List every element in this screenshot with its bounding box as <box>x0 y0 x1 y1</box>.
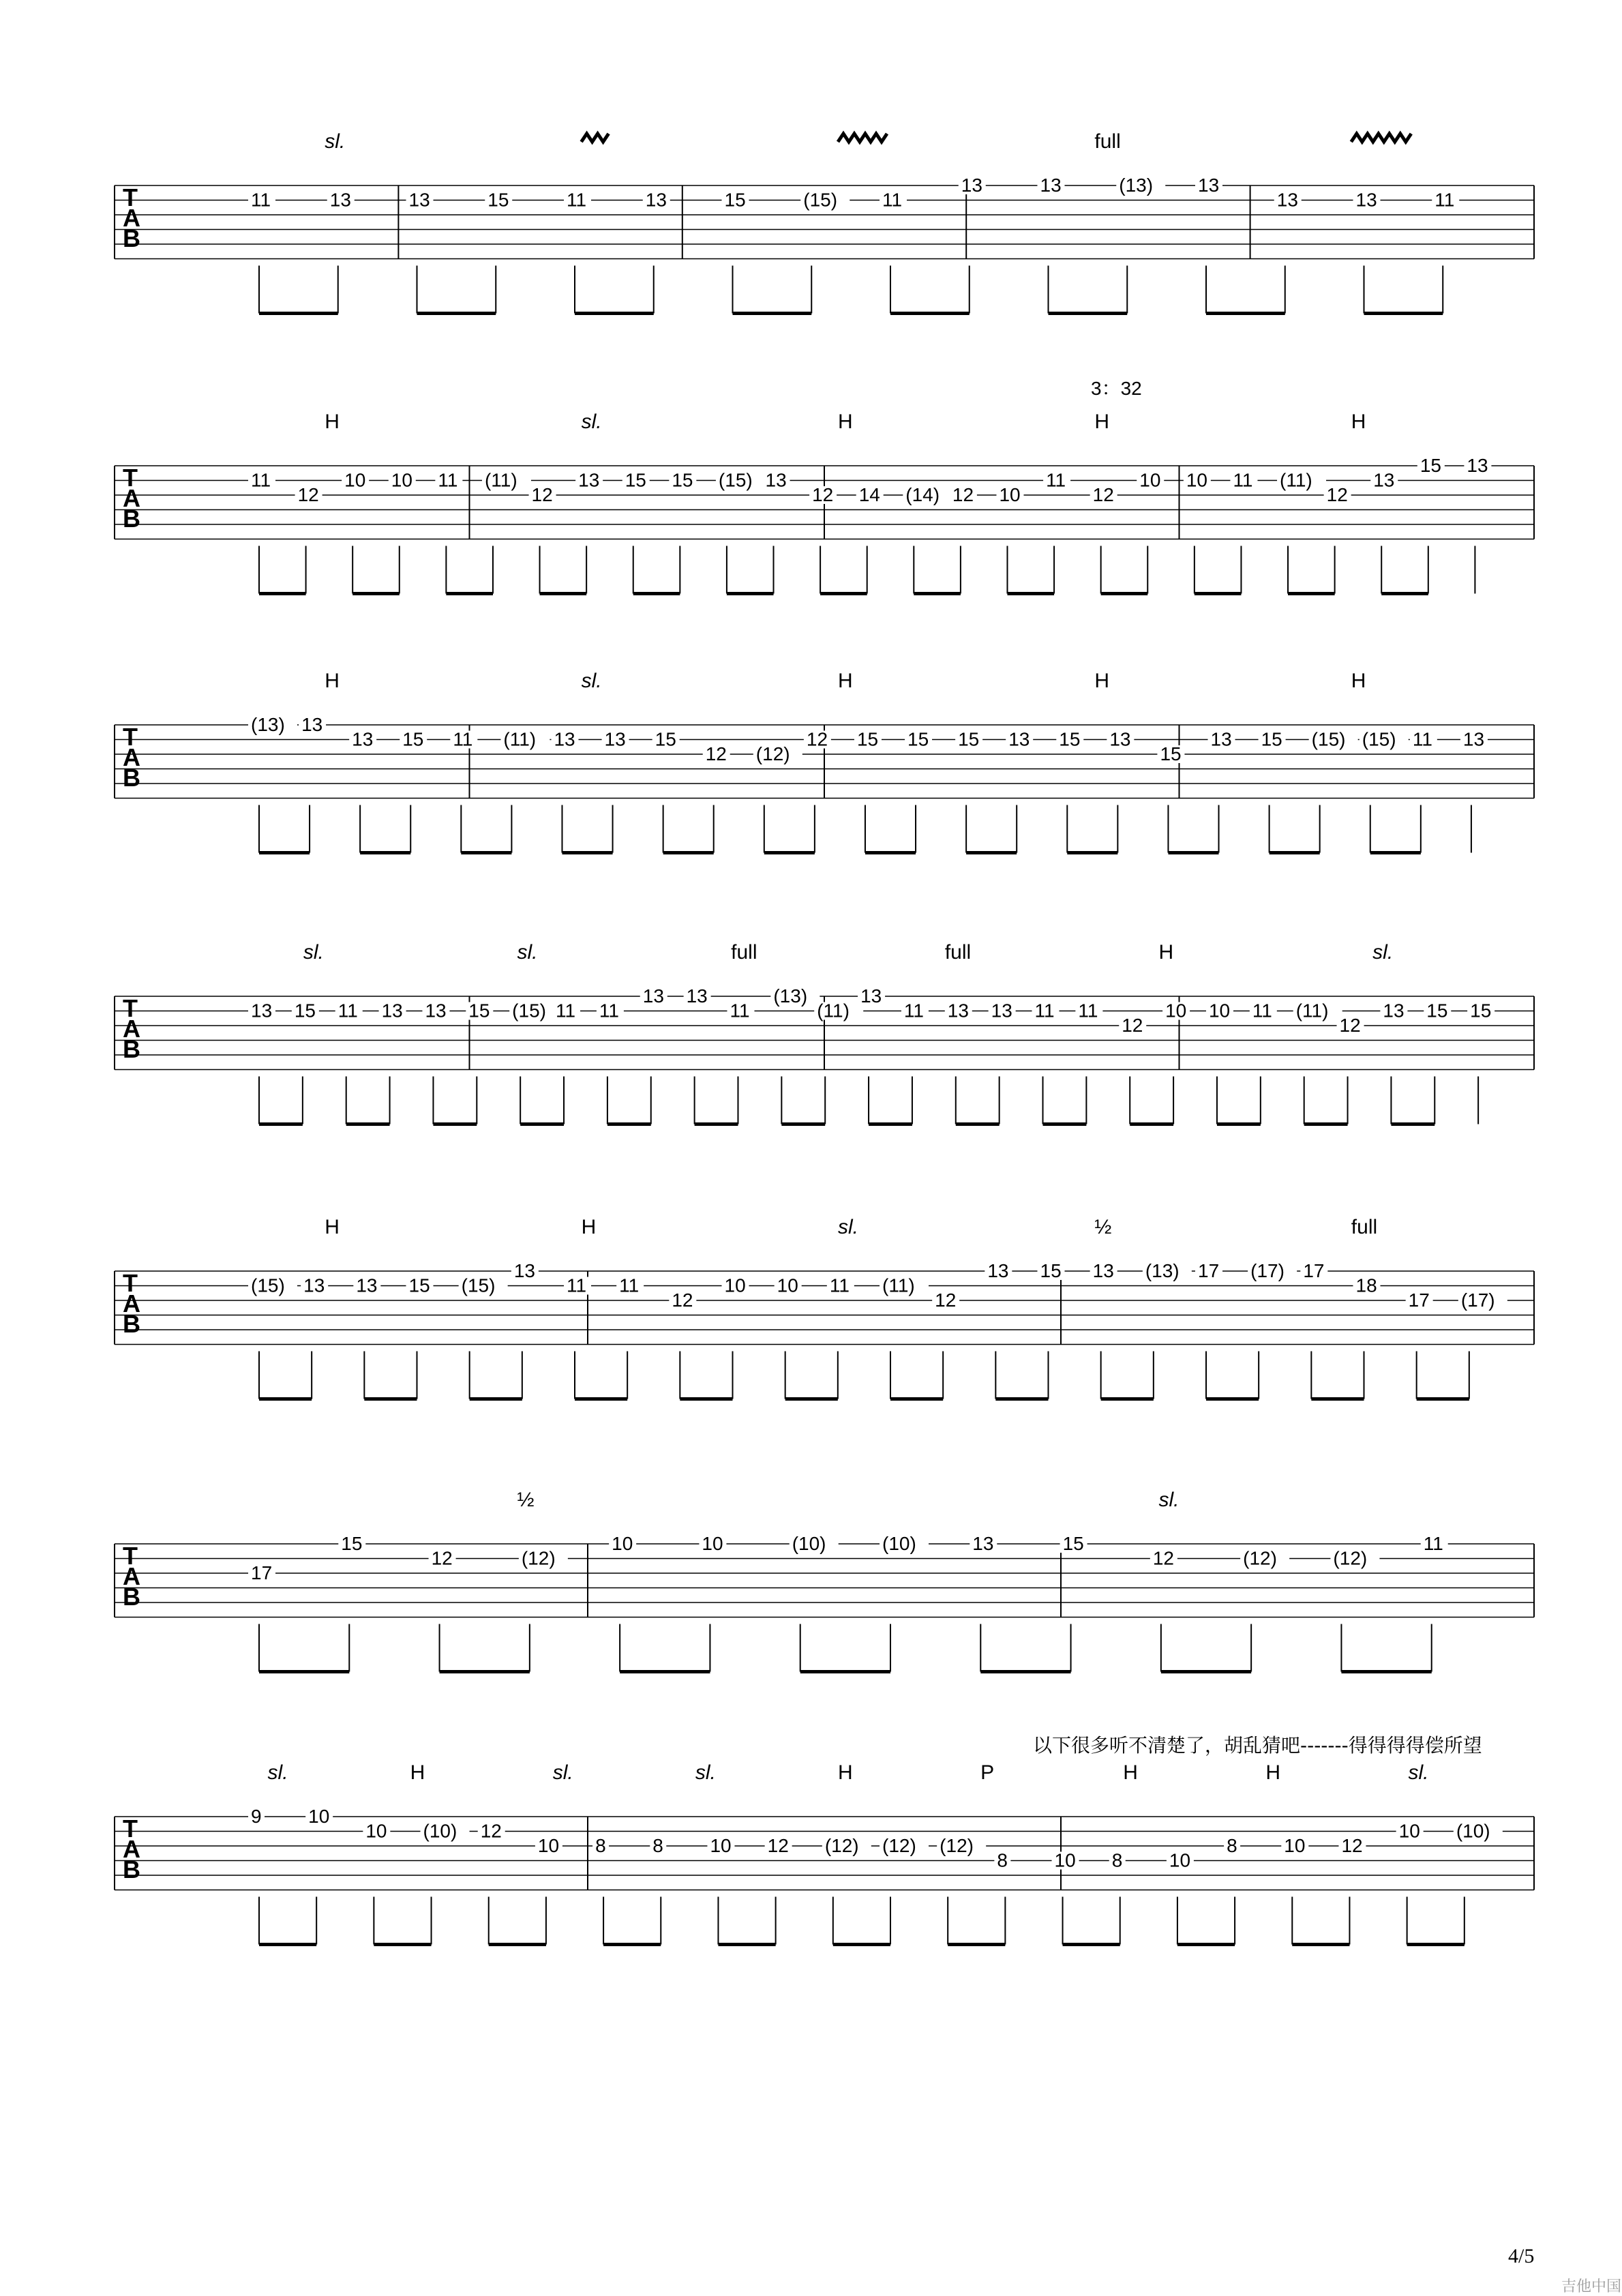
tab-clef-letter: T <box>123 723 138 751</box>
fret-number: 15 <box>1040 1260 1062 1281</box>
fret-number: 15 <box>907 728 929 750</box>
fret-number: 11 <box>730 1000 750 1022</box>
vibrato-mark <box>582 134 609 142</box>
fret-number: 10 <box>710 1835 732 1856</box>
fret-number: 12 <box>672 1289 693 1311</box>
fret-number: 13 <box>578 469 600 491</box>
tab-clef-letter: B <box>123 764 140 792</box>
fret-number: 13 <box>1198 175 1220 196</box>
tab-clef-letter: T <box>123 1269 138 1297</box>
slide-marking: sl. <box>267 1761 288 1784</box>
tab-clef-letter: T <box>123 464 138 492</box>
fret-number: 10 <box>308 1806 330 1827</box>
fret-number: (15) <box>718 469 753 491</box>
fret-number: 13 <box>1355 189 1377 211</box>
fret-number: 12 <box>431 1547 453 1569</box>
fret-number: 11 <box>599 1000 619 1022</box>
fret-number: 12 <box>1122 1015 1143 1036</box>
fret-number: (12) <box>882 1835 916 1856</box>
fret-number: 13 <box>408 189 430 211</box>
tab-clef-letter: A <box>123 484 140 512</box>
fret-number: (11) <box>882 1274 915 1296</box>
fret-number: 15 <box>856 728 879 750</box>
fret-number: 12 <box>705 743 727 764</box>
fret-number: 13 <box>642 985 664 1007</box>
fret-number: 10 <box>612 1533 633 1554</box>
hammer-on-marking: H <box>838 411 853 433</box>
fret-number: 10 <box>1208 1000 1231 1022</box>
fret-number: 11 <box>1046 469 1066 491</box>
fret-number: 12 <box>935 1289 957 1311</box>
fret-number: 15 <box>341 1533 363 1554</box>
fret-number: (12) <box>1333 1547 1368 1569</box>
fret-number: 10 <box>1139 469 1161 491</box>
fret-number: 15 <box>655 728 676 750</box>
transcriber-note: 以下很多听不清楚了，胡乱猜吧-------得得得得偿所望 <box>1033 1734 1482 1757</box>
fret-number: 10 <box>777 1274 798 1296</box>
hammer-on-marking: H <box>325 1216 340 1238</box>
fret-number: 13 <box>1383 1000 1405 1022</box>
fret-number: 13 <box>251 1000 273 1022</box>
slide-marking: sl. <box>517 941 538 964</box>
fret-number: 13 <box>301 714 323 735</box>
tab-clef-letter: B <box>123 1035 140 1063</box>
fret-number: (17) <box>1460 1289 1495 1311</box>
fret-number: 13 <box>1467 455 1488 476</box>
hammer-on-marking: H <box>1094 670 1110 692</box>
fret-number: 11 <box>1034 1000 1055 1022</box>
fret-number: 9 <box>251 1806 262 1827</box>
hammer-on-marking: H <box>838 1761 853 1784</box>
fret-number: 10 <box>702 1533 723 1554</box>
fret-number: 10 <box>1186 469 1208 491</box>
fret-number: 15 <box>408 1274 430 1296</box>
fret-number: 12 <box>480 1820 502 1842</box>
fret-number: 13 <box>513 1260 535 1281</box>
fret-number: (13) <box>773 985 808 1007</box>
fret-number: 17 <box>1303 1260 1325 1281</box>
fret-number: 13 <box>329 189 351 211</box>
fret-number: 13 <box>381 1000 403 1022</box>
tab-clef-letter: A <box>123 1835 140 1863</box>
fret-number: 13 <box>425 1000 447 1022</box>
fret-number: 10 <box>1398 1820 1420 1842</box>
fret-number: (15) <box>1362 728 1396 750</box>
fret-number: 11 <box>556 1000 576 1022</box>
fret-number: 14 <box>858 484 880 505</box>
tab-clef-letter: A <box>123 1562 140 1590</box>
fret-number: 8 <box>652 1835 663 1856</box>
fret-number: 11 <box>337 1000 358 1022</box>
fret-number: (10) <box>423 1820 457 1842</box>
fret-number: 8 <box>595 1835 606 1856</box>
fret-number: 13 <box>1092 1260 1114 1281</box>
fret-number: 11 <box>567 1274 587 1296</box>
fret-number: 15 <box>672 469 693 491</box>
hammer-on-marking: H <box>581 1216 597 1238</box>
fret-number: 15 <box>1062 1533 1084 1554</box>
fret-number: (12) <box>824 1835 859 1856</box>
tab-clef-letter: T <box>123 994 138 1022</box>
fret-number: 18 <box>1355 1274 1377 1296</box>
fret-number: 15 <box>1160 743 1182 764</box>
fret-number: 11 <box>567 189 587 211</box>
fret-number: 15 <box>468 1000 490 1022</box>
fret-number: 12 <box>297 484 319 505</box>
fret-number: (12) <box>940 1835 974 1856</box>
fret-number: 15 <box>294 1000 316 1022</box>
fret-number: (12) <box>1243 1547 1277 1569</box>
fret-number: 13 <box>947 1000 969 1022</box>
fret-number: 15 <box>402 728 424 750</box>
fret-number: 13 <box>356 1274 378 1296</box>
fret-number: (10) <box>792 1533 826 1554</box>
slide-marking: sl. <box>581 670 602 692</box>
fret-number: (10) <box>882 1533 916 1554</box>
fret-number: (15) <box>461 1274 496 1296</box>
fret-number: (15) <box>251 1274 285 1296</box>
tab-clef-letter: A <box>123 204 140 232</box>
fret-number: 11 <box>829 1274 850 1296</box>
fret-number: 13 <box>604 728 626 750</box>
fret-number: 13 <box>987 1260 1009 1281</box>
fret-number: 12 <box>767 1835 789 1856</box>
fret-number: 12 <box>806 728 828 750</box>
fret-number: (13) <box>251 714 285 735</box>
fret-number: 10 <box>724 1274 746 1296</box>
fret-number: 10 <box>537 1835 560 1856</box>
fret-number: (11) <box>503 728 537 750</box>
tab-clef-letter: B <box>123 1310 140 1338</box>
slide-marking: sl. <box>552 1761 573 1784</box>
fret-number: 15 <box>1420 455 1441 476</box>
hammer-on-marking: H <box>1265 1761 1281 1784</box>
fret-number: (11) <box>1280 469 1312 491</box>
fret-number: 12 <box>1152 1547 1175 1569</box>
fret-number: 15 <box>625 469 646 491</box>
fret-number: 10 <box>999 484 1021 505</box>
fret-number: 11 <box>1412 728 1432 750</box>
fret-number: 13 <box>303 1274 325 1296</box>
tab-clef-letter: T <box>123 1542 138 1570</box>
hammer-on-marking: H <box>1351 670 1366 692</box>
tab-clef-letter: A <box>123 1015 140 1043</box>
fret-number: 12 <box>531 484 553 505</box>
hammer-on-marking: H <box>410 1761 425 1784</box>
bend-marking: full <box>731 941 757 964</box>
fret-number: 12 <box>1326 484 1348 505</box>
slide-marking: sl. <box>581 411 602 433</box>
fret-number: 15 <box>487 189 509 211</box>
tab-clef-letter: A <box>123 743 140 771</box>
fret-number: (11) <box>1295 1000 1329 1022</box>
fret-number: 13 <box>1276 189 1298 211</box>
fret-number: 10 <box>365 1820 387 1842</box>
fret-number: 15 <box>958 728 980 750</box>
fret-number: 17 <box>1408 1289 1430 1311</box>
fret-number: 13 <box>1462 728 1485 750</box>
fret-number: 11 <box>438 469 458 491</box>
tab-clef-letter: T <box>123 183 138 211</box>
hammer-on-marking: H <box>1158 941 1174 964</box>
fret-number: (17) <box>1250 1260 1285 1281</box>
slide-marking: sl. <box>1408 1761 1429 1784</box>
fret-number: (10) <box>1456 1820 1490 1842</box>
fret-number: 11 <box>1252 1000 1272 1022</box>
fret-number: 13 <box>961 175 982 196</box>
tab-clef-letter: B <box>123 1855 140 1883</box>
fret-number: 11 <box>1078 1000 1098 1022</box>
bend-marking: ½ <box>517 1489 535 1511</box>
fret-number: 17 <box>251 1562 273 1583</box>
watermark-logo: 吉他中国 <box>1561 2278 1622 2295</box>
slide-marking: sl. <box>1158 1489 1180 1511</box>
slide-marking: sl. <box>303 941 324 964</box>
tab-clef-letter: B <box>123 505 140 533</box>
fret-number: 13 <box>1109 728 1131 750</box>
fret-number: (13) <box>1145 1260 1180 1281</box>
fret-number: (15) <box>1311 728 1346 750</box>
fret-number: 15 <box>1261 728 1282 750</box>
fret-number: 13 <box>1008 728 1030 750</box>
fret-number: 8 <box>1227 1835 1237 1856</box>
bend-marking: full <box>944 941 972 964</box>
fret-number: (12) <box>755 743 790 764</box>
fret-number: 13 <box>352 728 374 750</box>
fret-number: 10 <box>1169 1849 1191 1871</box>
hammer-on-marking: H <box>838 670 853 692</box>
fret-number: 11 <box>1233 469 1253 491</box>
fret-number: 12 <box>952 484 974 505</box>
fret-number: 17 <box>1198 1260 1220 1281</box>
tempo-marker: 3：32 <box>1091 378 1142 399</box>
vibrato-mark <box>1351 134 1411 142</box>
fret-number: 10 <box>391 469 412 491</box>
page-number: 4/5 <box>1508 2245 1535 2267</box>
fret-number: 8 <box>1111 1849 1123 1871</box>
hammer-on-marking: H <box>1351 411 1366 433</box>
fret-number: 11 <box>251 469 271 491</box>
fret-number: (15) <box>512 1000 546 1022</box>
fret-number: 11 <box>903 1000 925 1022</box>
hammer-on-marking: H <box>1123 1761 1138 1784</box>
fret-number: 8 <box>997 1849 1008 1871</box>
fret-number: 10 <box>1054 1849 1076 1871</box>
fret-number: 11 <box>1435 189 1455 211</box>
fret-number: (11) <box>817 1000 850 1022</box>
fret-number: (14) <box>905 484 940 505</box>
fret-number: 15 <box>1426 1000 1448 1022</box>
fret-number: 11 <box>882 189 903 211</box>
fret-number: 10 <box>344 469 366 491</box>
fret-number: 13 <box>860 985 882 1007</box>
tab-clef-letter: B <box>123 1583 140 1611</box>
fret-number: 11 <box>251 189 271 211</box>
slide-marking: sl. <box>1372 941 1394 964</box>
fret-number: 12 <box>1092 484 1114 505</box>
fret-number: 12 <box>812 484 834 505</box>
fret-number: 12 <box>1341 1835 1363 1856</box>
fret-number: 11 <box>453 728 473 750</box>
pull-off-marking: P <box>980 1761 995 1784</box>
fret-number: 13 <box>991 1000 1012 1022</box>
fret-number: 15 <box>1059 728 1081 750</box>
fret-number: 15 <box>724 189 746 211</box>
fret-number: 13 <box>645 189 667 211</box>
hammer-on-marking: H <box>325 670 340 692</box>
fret-number: 13 <box>1040 175 1062 196</box>
fret-number: 12 <box>1339 1015 1361 1036</box>
bend-marking: full <box>1351 1216 1378 1238</box>
fret-number: (11) <box>484 469 517 491</box>
hammer-on-marking: H <box>1094 411 1110 433</box>
vibrato-mark <box>838 134 887 142</box>
tab-clef-letter: B <box>123 224 140 252</box>
fret-number: 10 <box>1165 1000 1187 1022</box>
slide-marking: sl. <box>695 1761 716 1784</box>
bend-marking: ½ <box>1094 1216 1112 1238</box>
fret-number: 13 <box>765 469 787 491</box>
fret-number: 13 <box>1210 728 1232 750</box>
fret-number: 11 <box>1423 1533 1443 1554</box>
fret-number: 13 <box>686 985 708 1007</box>
fret-number: 13 <box>554 728 575 750</box>
fret-number: 11 <box>619 1274 640 1296</box>
hammer-on-marking: H <box>325 411 340 433</box>
tab-clef-letter: T <box>123 1815 138 1843</box>
bend-marking: full <box>1094 130 1121 153</box>
fret-number: 15 <box>1470 1000 1492 1022</box>
fret-number: (15) <box>803 189 838 211</box>
slide-marking: sl. <box>325 130 346 153</box>
fret-number: (12) <box>521 1547 556 1569</box>
slide-marking: sl. <box>838 1216 858 1238</box>
tab-clef-letter: A <box>123 1289 140 1317</box>
fret-number: 10 <box>1284 1835 1306 1856</box>
fret-number: (13) <box>1119 175 1154 196</box>
fret-number: 13 <box>1373 469 1395 491</box>
fret-number: 13 <box>972 1533 994 1554</box>
